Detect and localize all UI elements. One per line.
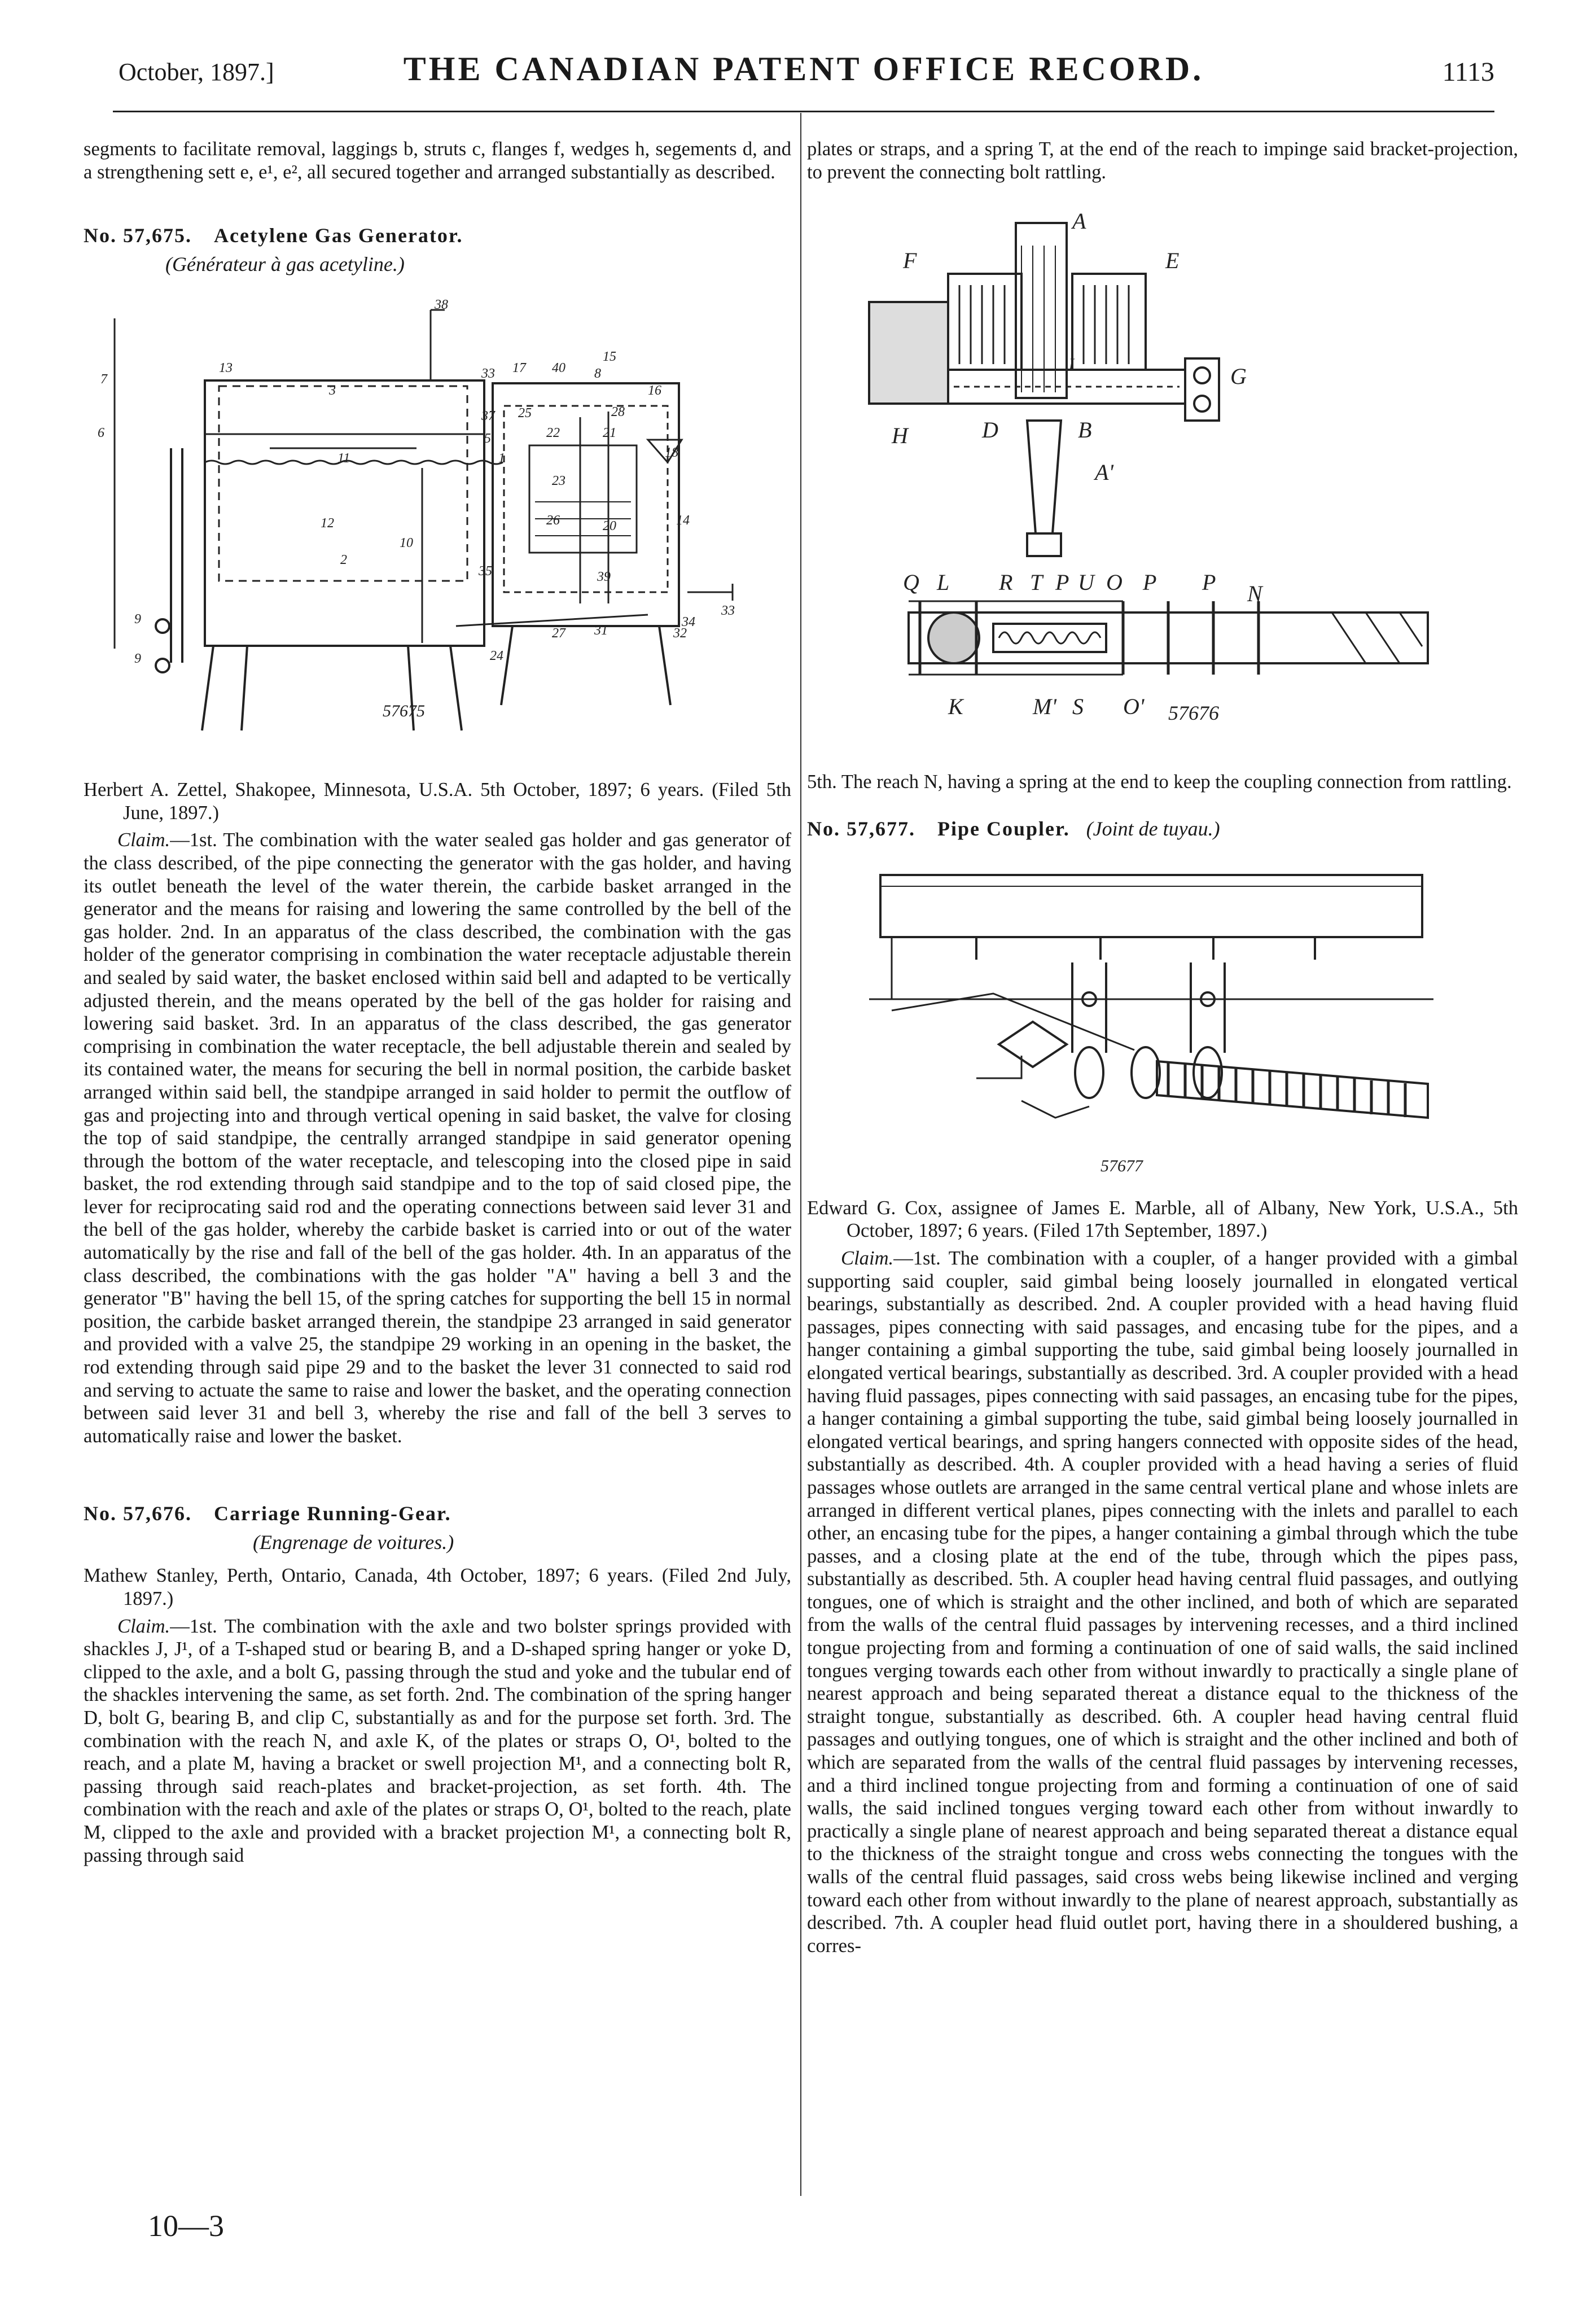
svg-text:D: D bbox=[982, 417, 998, 443]
patent-title: Acetylene Gas Generator. bbox=[214, 224, 463, 247]
svg-text:40: 40 bbox=[552, 361, 565, 376]
svg-text:M': M' bbox=[1033, 694, 1056, 720]
svg-text:F: F bbox=[903, 248, 917, 274]
svg-text:O': O' bbox=[1123, 694, 1145, 720]
svg-text:11: 11 bbox=[337, 451, 350, 466]
svg-text:8: 8 bbox=[594, 366, 601, 382]
svg-text:U: U bbox=[1078, 570, 1094, 596]
svg-text:K: K bbox=[948, 694, 963, 720]
patent-french-title: (Engrenage de voitures.) bbox=[253, 1531, 454, 1554]
claim-57676-fifth: 5th. The reach N, having a spring at the end to keep the coupling connection from rattling. bbox=[807, 771, 1512, 793]
claim-text: —1st. The combination with the water sealed gas holder and gas generator of the class described, of the pipe connecting the generator with the gas holder, and having its outlet beneath the level of the water therein, the carbide basket arranged in the generator and the means for raising and lowering the same controlled by the bell of the gas holder. 2nd. In an apparatus of the class described, the combination with the gas holder of the generator comprising in combination the water receptacle adjustable therein and sealed by said water, the basket enclosed within said bell and adapted to be vertically adjusted therein, and the means operated by the bell of the gas holder for raising and lowering said basket. 3rd. In an apparatus of the class described, the gas generator comprising in combination the water receptacle, the bell adjustable therein and sealed by its contained water, the means for securing the bell in normal position, the carbide basket arranged within said bell, the standpipe arranged in said holder to permit the outflow of gas and projecting into and through vertical opening in said basket, the valve for closing the top of said standpipe, the centrally arranged standpipe in said generator opening through the bottom of the water receptacle, and telescoping into the closed pipe in said basket, the rod extending through said standpipe and to the top of said closed pipe, the lever for reciprocating said rod and the operating connections between said lever 31 and the bell of the gas holder, whereby the carbide basket is carried into or out of the water automatically by the rise and fall of the bell of the gas holder. 4th. In an apparatus of the class described, the combinations with the gas holder "A" having a bell 3 and the generator "B" having the bell 15, of the spring catches for supporting the bell 15 in normal position, the carbide basket arranged therein, the standpipe 23 arranged in said generator and provided with a valve 25, the standpipe 29 working in an opening in the basket, the rod extending through said pipe 29 and to the basket the lever 31 connected to said rod and serving to actuate the same to raise and lower the basket, and the operating connection between said lever 31 and bell 3, whereby the rise and fall of the bell 3 serves to automatically raise and lower the basket. bbox=[84, 829, 791, 1447]
svg-text:A': A' bbox=[1095, 460, 1113, 485]
continuation-text: segments to facilitate removal, laggings b, struts c, flanges f, wedges h, segements d, and a strengthening sett e, e¹, e², all secured together and arranged substantially as described. bbox=[84, 138, 791, 183]
svg-text:21: 21 bbox=[603, 426, 616, 441]
running-header bbox=[113, 50, 1494, 95]
svg-text:13: 13 bbox=[219, 361, 233, 376]
svg-text:L: L bbox=[937, 570, 950, 596]
svg-text:15: 15 bbox=[603, 349, 616, 365]
svg-text:R: R bbox=[999, 570, 1013, 596]
claim-label: Claim. bbox=[117, 829, 170, 851]
svg-text:39: 39 bbox=[597, 570, 611, 585]
continuation-text-right: plates or straps, and a spring T, at the end of the reach to impinge said bracket-projection, to prevent the connecting bolt rattling. bbox=[807, 138, 1518, 183]
svg-text:A: A bbox=[1072, 208, 1086, 234]
inventor-57676: Mathew Stanley, Perth, Ontario, Canada, 4th October, 1897; 6 years. (Filed 2nd July, 1897.) bbox=[84, 1565, 791, 1609]
right-column bbox=[807, 138, 1518, 1957]
svg-text:23: 23 bbox=[552, 474, 565, 489]
patent-heading-57675 bbox=[84, 223, 791, 248]
svg-text:32: 32 bbox=[673, 626, 687, 641]
svg-text:27: 27 bbox=[552, 626, 565, 641]
svg-text:20: 20 bbox=[603, 519, 616, 534]
page-title: THE CANADIAN PATENT OFFICE RECORD. bbox=[403, 50, 1204, 87]
svg-text:24: 24 bbox=[490, 649, 503, 664]
svg-text:Q: Q bbox=[903, 570, 919, 596]
claim-57675 bbox=[84, 829, 791, 1447]
svg-text:35: 35 bbox=[479, 564, 492, 579]
patent-title: Carriage Running-Gear. bbox=[214, 1502, 451, 1525]
svg-text:37: 37 bbox=[481, 409, 495, 424]
patent-heading-57677 bbox=[807, 816, 1518, 841]
svg-text:33: 33 bbox=[721, 603, 735, 619]
svg-text:9: 9 bbox=[134, 651, 141, 667]
svg-text:26: 26 bbox=[546, 513, 560, 528]
svg-text:E: E bbox=[1165, 248, 1180, 274]
column-divider bbox=[800, 113, 801, 2196]
patent-heading-57676 bbox=[84, 1501, 791, 1526]
figure-pipe-coupler bbox=[807, 864, 1518, 1185]
patent-number: No. 57,677. bbox=[807, 817, 915, 840]
header-rule bbox=[113, 111, 1494, 112]
svg-text:G: G bbox=[1230, 364, 1247, 390]
svg-text:38: 38 bbox=[435, 299, 448, 313]
patent-french-title: (Générateur à gas acetyline.) bbox=[165, 253, 405, 276]
svg-text:33: 33 bbox=[481, 366, 495, 382]
page-number: 1113 bbox=[1442, 57, 1494, 87]
svg-text:17: 17 bbox=[512, 361, 526, 376]
pipe-coupler-drawing bbox=[807, 864, 1518, 1185]
patent-number: No. 57,675. bbox=[84, 224, 192, 247]
svg-text:18: 18 bbox=[665, 445, 678, 461]
svg-text:H: H bbox=[892, 423, 908, 449]
claim-text: —1st. The combination with a coupler, of a hanger provided with a gimbal supporting said coupler, said gimbal being loosely journalled in elongated vertical bearings, substantially as described. 2nd. A coupler provided with a head having fluid passages, pipes connecting with said passages, and encasing tube for the pipes, and a hanger containing a gimbal supporting the tube, said gimbal being loosely journalled in elongated vertical bearings, substantially as described. 3rd. A coupler provided with a head having fluid passages, pipes connecting with said passages, an encasing tube for the pipes, a hanger containing a gimbal supporting the tube, said gimbal being loosely journalled in elongated vertical bearings, and spring hangers connected with opposite sides of the head, substantially as described. 4th. A coupler provided with a head having a series of fluid passages whose outlets are arranged in the same central vertical plane and whose inlets are arranged in different vertical planes, pipes connecting with the inlets and parallel to each other, an encasing tube for the pipes, a hanger containing a gimbal through which the tube passes, and a closing plate at the end of the tube, through which the pipes pass, substantially as described. 5th. A coupler head having central fluid passages, and outlying tongues, one of which is straight and the other inclined, and both of which are separated from the walls of the central fluid passages by intervening recesses, and a third inclined tongue projecting from and forming a continuation of one of said walls, the said inclined tongues verging towards each other from without inwardly to practically a single plane of nearest approach and being separated thereat a distance equal to the thickness of the straight tongue, substantially as described. 6th. A coupler head having central fluid passages and outlying tongues, one of which is straight and the other inclined and both of which are separated from the walls of the central fluid passages by intervening recesses, and a third inclined tongue projecting from and forming a continuation of one of said walls, the said inclined tongues verging toward each other from without inwardly to practically a single plane of nearest approach and being separated thereat a distance equal to the thickness of the straight tongue and cross webs connecting the tongues with the walls of the central fluid passages, said cross webs being likewise inclined and verging toward each other from without inwardly to the plane of nearest approach, substantially as described. 7th. A coupler head fluid outlet port, having there in a shouldered bushing, a corres- bbox=[807, 1247, 1518, 1957]
claim-57677 bbox=[807, 1247, 1518, 1957]
svg-text:J: J bbox=[1067, 355, 1075, 374]
svg-text:B: B bbox=[1078, 417, 1092, 443]
svg-text:9: 9 bbox=[134, 612, 141, 627]
inventor-57677: Edward G. Cox, assignee of James E. Marble, all of Albany, New York, U.S.A., 5th October, 1897; 6 years. (Filed 17th September, 1897.) bbox=[807, 1197, 1518, 1242]
left-column bbox=[84, 138, 791, 1867]
svg-text:3: 3 bbox=[329, 383, 336, 399]
claim-label: Claim. bbox=[841, 1247, 894, 1269]
figure-acetylene-generator bbox=[84, 299, 791, 733]
svg-text:P: P bbox=[1143, 570, 1157, 596]
svg-text:31: 31 bbox=[594, 623, 608, 638]
svg-text:P: P bbox=[1055, 570, 1069, 596]
figure-caption-57676: 57676 bbox=[1168, 702, 1219, 725]
claim-label: Claim. bbox=[117, 1615, 170, 1637]
svg-text:6: 6 bbox=[98, 426, 104, 441]
svg-text:2: 2 bbox=[340, 553, 347, 568]
printer-signature: 10—3 bbox=[148, 2209, 224, 2243]
claim-text: —1st. The combination with the axle and two bolster springs provided with shackles J, J¹, of a T-shaped stud or bearing B, and a D-shaped spring hanger or yoke D, clipped to the axle, and a bolt G, passing through the stud and yoke and the tubular end of the shackles intervening the same, as set forth. 2nd. The combination of the spring hanger D, bolt G, bearing B, and clip C, substantially as and for the purpose set forth. 3rd. The combination with the reach N, and axle K, of the plates or straps O, O¹, bolted to the reach, and a plate M, having a bracket or swell projection M¹, and a connecting bolt R, passing through said reach-plates and bracket-projection, as set forth. 4th. The combination with the reach and axle of the plates or straps O, O¹, bolted to the reach, plate M, clipped to the axle and provided with a bracket projection M¹, a connecting bolt R, passing through said bbox=[84, 1615, 791, 1866]
svg-text:34: 34 bbox=[682, 615, 695, 630]
svg-text:14: 14 bbox=[676, 513, 690, 528]
figure-carriage-running-gear bbox=[807, 206, 1518, 771]
svg-text:N: N bbox=[1247, 581, 1262, 607]
patent-number: No. 57,676. bbox=[84, 1502, 192, 1525]
svg-text:16: 16 bbox=[648, 383, 661, 399]
svg-text:28: 28 bbox=[611, 405, 625, 420]
svg-text:25: 25 bbox=[518, 406, 532, 421]
header-date: October, 1897.] bbox=[119, 58, 274, 86]
acetylene-generator-drawing bbox=[84, 299, 791, 733]
patent-french-title: (Joint de tuyau.) bbox=[1086, 817, 1220, 840]
svg-text:5: 5 bbox=[484, 431, 491, 447]
svg-text:7: 7 bbox=[100, 372, 107, 387]
svg-text:O: O bbox=[1106, 570, 1123, 596]
svg-text:12: 12 bbox=[321, 516, 334, 531]
svg-text:T: T bbox=[1030, 570, 1043, 596]
svg-text:22: 22 bbox=[546, 426, 560, 441]
inventor-57675: Herbert A. Zettel, Shakopee, Minnesota, U.S.A. 5th October, 1897; 6 years. (Filed 5th June, 1897.) bbox=[84, 779, 791, 824]
figure-caption-57677: 57677 bbox=[1100, 1156, 1143, 1175]
claim-57676 bbox=[84, 1615, 791, 1867]
figure-caption-57675: 57675 bbox=[383, 702, 425, 721]
running-gear-drawing bbox=[807, 206, 1518, 771]
svg-text:P: P bbox=[1202, 570, 1216, 596]
svg-text:10: 10 bbox=[400, 536, 413, 551]
svg-text:S: S bbox=[1072, 694, 1084, 720]
svg-text:1: 1 bbox=[498, 451, 505, 466]
patent-title: Pipe Coupler. bbox=[937, 817, 1070, 840]
